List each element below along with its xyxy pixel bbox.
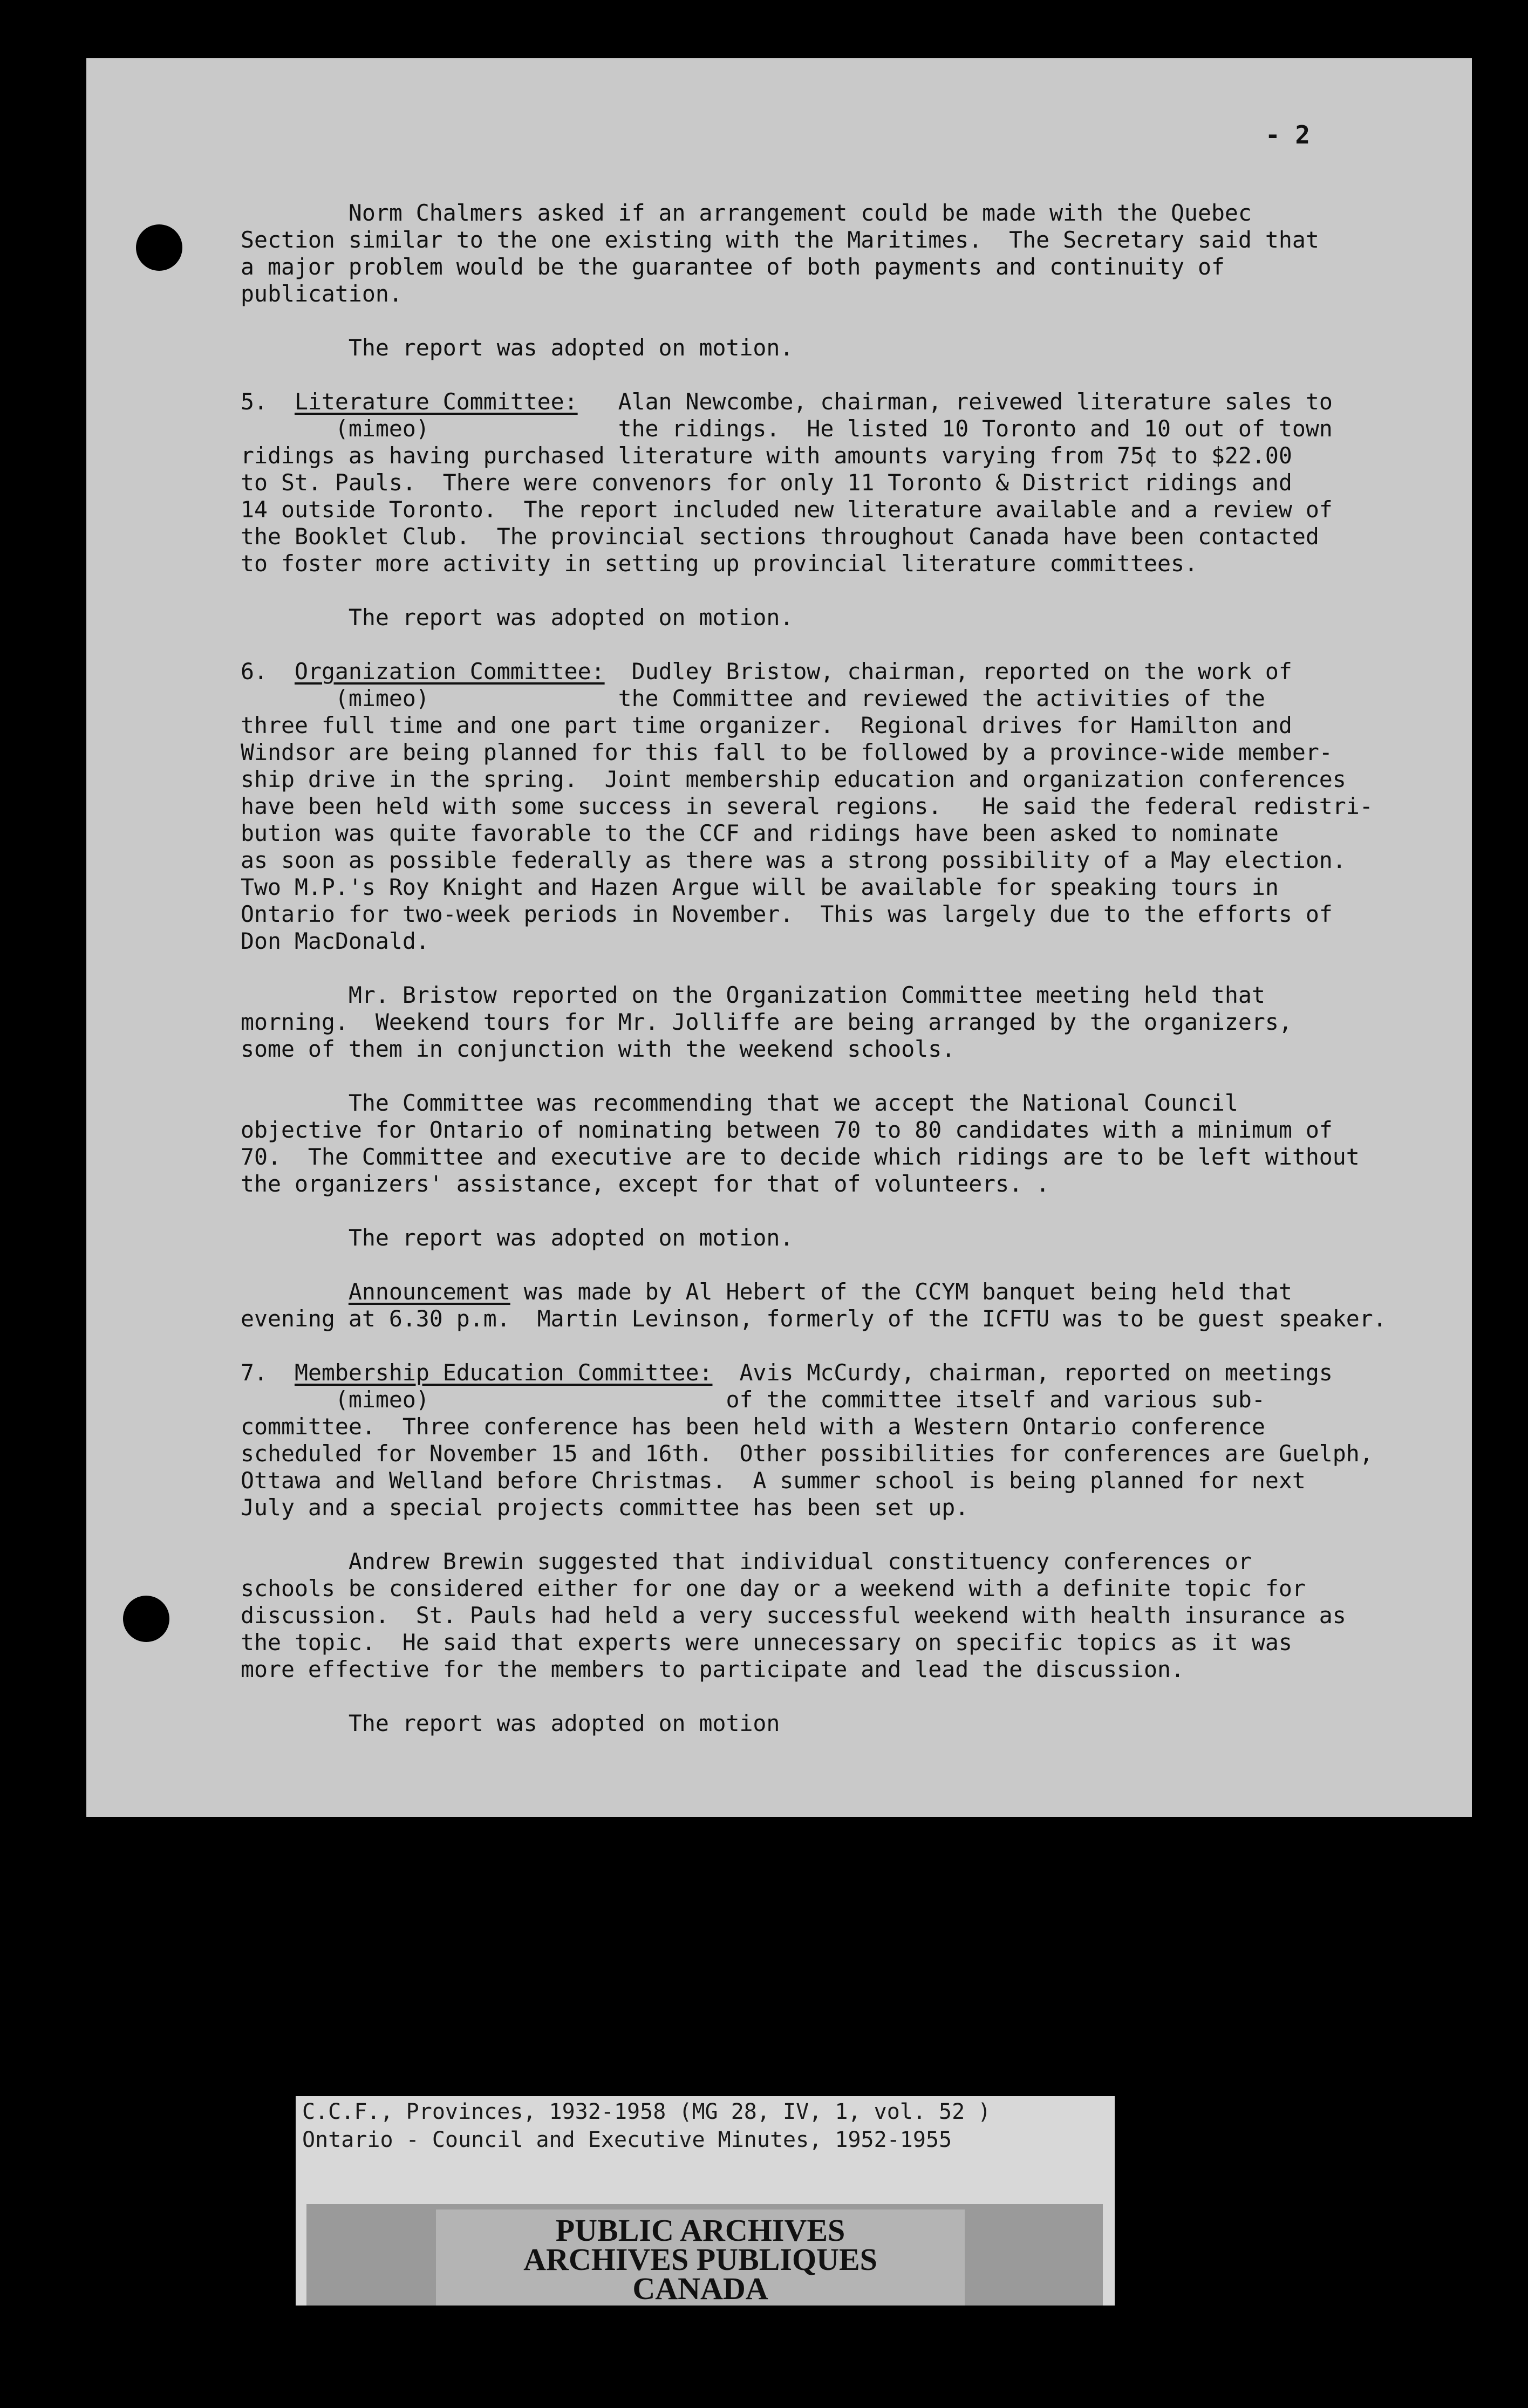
- text-line: have been held with some success in several regions. He said the federal redistri-: [241, 793, 1373, 819]
- text-line: committee. Three conference has been held with a Western Ontario conference: [241, 1413, 1265, 1440]
- text-line: the topic. He said that experts were unnecessary on specific topics as it was: [241, 1629, 1292, 1656]
- text-line: more effective for the members to participate and lead the discussion.: [241, 1656, 1184, 1682]
- paragraph-gap: [241, 1251, 1449, 1278]
- text-line: some of them in conjunction with the weekend schools.: [241, 1036, 956, 1062]
- text-line: July and a special projects committee has been set up.: [241, 1494, 969, 1521]
- paragraph: [241, 604, 1449, 631]
- text-line: Ontario for two-week periods in November. This was largely due to the efforts of: [241, 901, 1333, 927]
- text-line: schools be considered either for one day or a weekend with a definite topic for: [241, 1575, 1306, 1602]
- text-line: Mr. Bristow reported on the Organization Committee meeting held that: [241, 982, 1265, 1008]
- text-line: objective for Ontario of nominating between 70 to 80 candidates with a minimum of: [241, 1117, 1333, 1143]
- text-line: bution was quite favorable to the CCF and ridings have been asked to nominate: [241, 820, 1279, 846]
- text-line: The report was adopted on motion.: [241, 1224, 794, 1251]
- paragraph-gap: [241, 631, 1449, 658]
- paragraph: [241, 1224, 1449, 1251]
- underlined-heading: Literature Committee:: [294, 388, 578, 415]
- paragraph-gap: [241, 577, 1449, 604]
- text-line: Don MacDonald.: [241, 928, 429, 954]
- text-line: discussion. St. Pauls had held a very successful weekend with health insurance as: [241, 1602, 1346, 1629]
- text-line: 70. The Committee and executive are to decide which ridings are to be left without: [241, 1144, 1360, 1170]
- archive-series-line: Ontario - Council and Executive Minutes, 1952-1955: [302, 2127, 952, 2152]
- text-line: The report was adopted on motion: [241, 1710, 780, 1736]
- paragraph-gap: [241, 1521, 1449, 1548]
- paragraph: [241, 200, 1449, 307]
- stamp-line-english: PUBLIC ARCHIVES: [555, 2213, 845, 2248]
- text-line: Announcement was made by Al Hebert of the CCYM banquet being held that: [348, 1278, 1292, 1305]
- text-line: The report was adopted on motion.: [241, 334, 794, 361]
- document-page: [86, 58, 1472, 1817]
- text-line: to St. Pauls. There were convenors for only 11 Toronto & District ridings and: [241, 469, 1292, 496]
- paragraph-gap: [241, 1063, 1449, 1090]
- paragraph-gap: [241, 955, 1449, 982]
- text-line: publication.: [241, 281, 403, 307]
- underlined-heading: Membership Education Committee:: [294, 1359, 713, 1386]
- archive-collection-line: C.C.F., Provinces, 1932-1958 (MG 28, IV, 1, vol. 52 ): [302, 2099, 991, 2124]
- punch-hole-top: [136, 224, 182, 271]
- text-line: The Committee was recommending that we accept the National Council: [241, 1090, 1238, 1116]
- underlined-heading: Announcement: [348, 1278, 510, 1305]
- text-line: (mimeo) the ridings. He listed 10 Toronto and 10 out of town: [241, 415, 1333, 442]
- text-line: Norm Chalmers asked if an arrangement could be made with the Quebec: [241, 200, 1252, 226]
- text-line: 5. Literature Committee: Alan Newcombe, chairman, reivewed literature sales to: [241, 388, 1333, 415]
- text-line: Two M.P.'s Roy Knight and Hazen Argue will be available for speaking tours in: [241, 874, 1279, 900]
- paragraph: [241, 1548, 1449, 1683]
- stamp-line-country: CANADA: [632, 2271, 768, 2306]
- paragraph: [241, 388, 1449, 577]
- paragraph: [241, 1710, 1449, 1737]
- text-line: evening at 6.30 p.m. Martin Levinson, formerly of the ICFTU was to be guest speaker.: [241, 1305, 1387, 1332]
- text-line: Ottawa and Welland before Christmas. A summer school is being planned for next: [241, 1467, 1306, 1494]
- text-line: 6. Organization Committee: Dudley Bristow, chairman, reported on the work of: [241, 658, 1292, 685]
- text-line: Section similar to the one existing with the Maritimes. The Secretary said that: [241, 227, 1319, 253]
- page-number: - 2: [1265, 120, 1311, 149]
- text-line: (mimeo) the Committee and reviewed the activities of the: [241, 685, 1265, 712]
- paragraph-gap: [241, 1683, 1449, 1710]
- text-line: 14 outside Toronto. The report included new literature available and a review of: [241, 496, 1333, 523]
- text-line: the organizers' assistance, except for that of volunteers. .: [241, 1171, 1050, 1197]
- underlined-heading: Organization Committee:: [294, 658, 605, 685]
- archives-stamp: [306, 2204, 1103, 2306]
- text-line: as soon as possible federally as there was a strong possibility of a May election.: [241, 847, 1346, 873]
- text-line: ridings as having purchased literature with amounts varying from 75¢ to $22.00: [241, 442, 1292, 469]
- paragraph-gap: [241, 1198, 1449, 1224]
- text-line: three full time and one part time organizer. Regional drives for Hamilton and: [241, 712, 1292, 738]
- archive-label: [296, 2096, 1115, 2306]
- punch-hole-bottom: [123, 1596, 169, 1642]
- paragraph: [241, 334, 1449, 361]
- paragraph-gap: [241, 1332, 1449, 1359]
- text-line: Andrew Brewin suggested that individual constituency conferences or: [241, 1548, 1252, 1575]
- paragraph: [241, 1278, 1449, 1332]
- stamp-line-french: ARCHIVES PUBLIQUES: [523, 2242, 877, 2277]
- paragraph: [241, 1359, 1449, 1521]
- text-line: a major problem would be the guarantee of both payments and continuity of: [241, 254, 1225, 280]
- text-line: 7. Membership Education Committee: Avis McCurdy, chairman, reported on meetings: [241, 1359, 1333, 1386]
- text-line: The report was adopted on motion.: [241, 604, 794, 631]
- text-line: Windsor are being planned for this fall to be followed by a province-wide member-: [241, 739, 1333, 765]
- film-strip-edge: [0, 2379, 1528, 2408]
- paragraph: [241, 982, 1449, 1063]
- text-line: scheduled for November 15 and 16th. Other possibilities for conferences are Guelph,: [241, 1440, 1373, 1467]
- text-line: to foster more activity in setting up provincial literature committees.: [241, 550, 1198, 577]
- paragraph: [241, 1090, 1449, 1198]
- paragraph: [241, 658, 1449, 955]
- text-line: ship drive in the spring. Joint membership education and organization conferences: [241, 766, 1346, 792]
- text-line: the Booklet Club. The provincial sections throughout Canada have been contacted: [241, 523, 1319, 550]
- minutes-text: [241, 200, 1449, 1737]
- paragraph-gap: [241, 361, 1449, 388]
- paragraph-gap: [241, 307, 1449, 334]
- text-line: (mimeo) of the committee itself and various sub-: [241, 1386, 1265, 1413]
- text-line: morning. Weekend tours for Mr. Jolliffe are being arranged by the organizers,: [241, 1009, 1292, 1035]
